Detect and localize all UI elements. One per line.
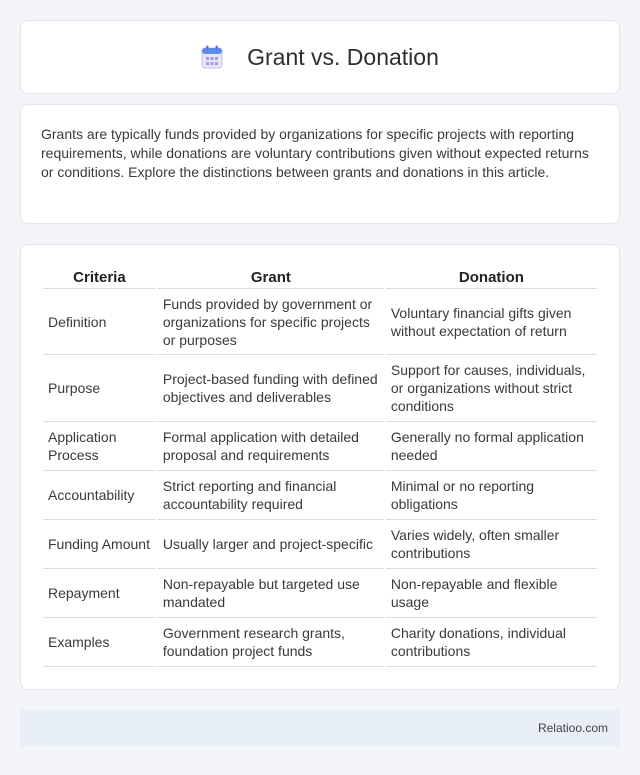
- table-row: [43, 618, 597, 667]
- donation-cell: Support for causes, individuals, or organizations without strict conditions: [386, 355, 597, 422]
- table-row: [43, 471, 597, 520]
- grant-cell: Strict reporting and financial accountability required: [158, 471, 384, 520]
- table-row: [43, 422, 597, 471]
- donation-cell: Non-repayable and flexible usage: [386, 569, 597, 618]
- column-header-donation: Donation: [386, 265, 597, 289]
- intro-paragraph: Grants are typically funds provided by organizations for specific projects with reporting requirements, while donations are voluntary contributions given without expected returns or conditions. Explore the distinctions between grants and donations in this article.: [41, 126, 589, 180]
- page-title: Grant vs. Donation: [247, 43, 439, 70]
- table-row: [43, 520, 597, 569]
- donation-cell: Charity donations, individual contributions: [386, 618, 597, 667]
- table-row: [43, 355, 597, 422]
- grant-cell: Formal application with detailed proposal and requirements: [158, 422, 384, 471]
- criteria-cell: Examples: [43, 618, 156, 667]
- comparison-card: [20, 244, 620, 690]
- column-header-grant: Grant: [158, 265, 384, 289]
- grant-cell: Project-based funding with defined objectives and deliverables: [158, 355, 384, 422]
- comparison-table: [41, 265, 599, 667]
- column-header-criteria: Criteria: [43, 265, 156, 289]
- intro-card: [20, 104, 620, 224]
- donation-cell: Minimal or no reporting obligations: [386, 471, 597, 520]
- title-card: [20, 20, 620, 94]
- criteria-cell: Accountability: [43, 471, 156, 520]
- grant-cell: Government research grants, foundation project funds: [158, 618, 384, 667]
- donation-cell: Voluntary financial gifts given without expectation of return: [386, 289, 597, 355]
- criteria-cell: Purpose: [43, 355, 156, 422]
- grant-cell: Non-repayable but targeted use mandated: [158, 569, 384, 618]
- table-row: [43, 569, 597, 618]
- grant-cell: Usually larger and project-specific: [158, 520, 384, 569]
- table-row: [43, 289, 597, 355]
- donation-cell: Varies widely, often smaller contributions: [386, 520, 597, 569]
- footer: [20, 710, 620, 746]
- criteria-cell: Funding Amount: [43, 520, 156, 569]
- donation-cell: Generally no formal application needed: [386, 422, 597, 471]
- table-header-row: [43, 265, 597, 289]
- criteria-cell: Definition: [43, 289, 156, 355]
- calendar-icon: [201, 45, 223, 69]
- criteria-cell: Repayment: [43, 569, 156, 618]
- footer-brand: Relatioo.com: [537, 721, 608, 735]
- grant-cell: Funds provided by government or organizations for specific projects or purposes: [158, 289, 384, 355]
- criteria-cell: Application Process: [43, 422, 156, 471]
